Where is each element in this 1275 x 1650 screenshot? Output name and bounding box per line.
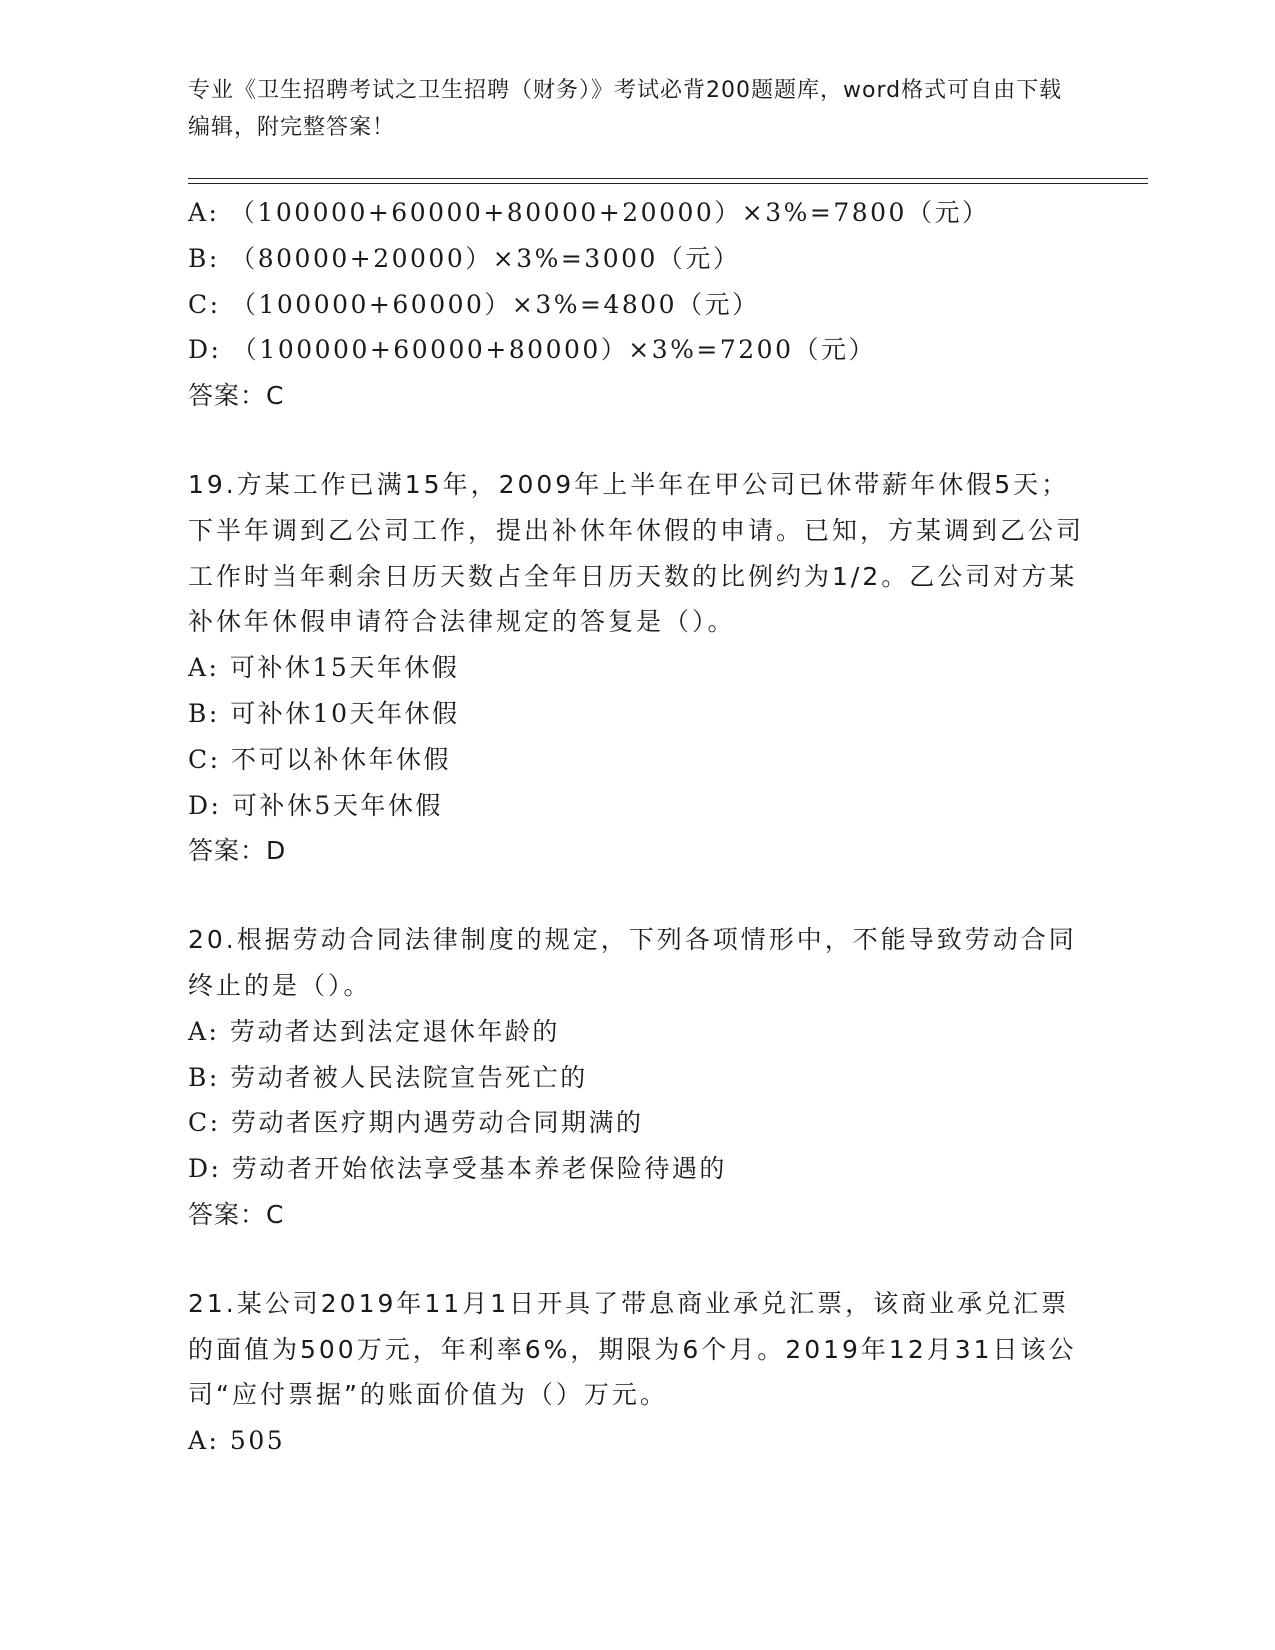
- answer-line: 答案：C: [188, 1199, 285, 1229]
- option-a: A: （100000+60000+80000+20000）×3%=7800（元）: [188, 198, 990, 227]
- question-text: 19.方某工作已满15年，2009年上半年在甲公司已休带薪年休假5天；下半年调到乙公司工作，提出补休年休假的申请。已知，方某调到乙公司工作时当年剩余日历天数占全年日历天数的比例约为1/2。乙公司对方某补休年休假申请符合法律规定的答复是（）。: [188, 469, 1085, 637]
- option-b: B: 劳动者被人民法院宣告死亡的: [188, 1062, 588, 1092]
- question-text: 21.某公司2019年11月1日开具了带息商业承兑汇票，该商业承兑汇票的面值为500万元，年利率6%，期限为6个月。2019年12月31日该公司“应付票据”的账面价值为（）万元。: [188, 1288, 1077, 1410]
- answer-line: 答案：D: [188, 836, 287, 866]
- question-block-previous: [188, 190, 1088, 419]
- answer-line: 答案：C: [188, 381, 285, 411]
- question-block-21: [188, 1281, 1088, 1464]
- question-text: 20.根据劳动合同法律制度的规定，下列各项情形中，不能导致劳动合同终止的是（）。: [188, 925, 1077, 1000]
- option-b: B: 可补休10天年休假: [188, 698, 460, 728]
- document-header: 专业《卫生招聘考试之卫生招聘（财务）》考试必背200题题库，word格式可自由下载编辑，附完整答案！: [188, 78, 1063, 140]
- option-c: C: 劳动者医疗期内遇劳动合同期满的: [188, 1108, 644, 1138]
- option-c: C: 不可以补休年休假: [188, 744, 451, 774]
- option-d: D: 可补休5天年休假: [188, 790, 443, 820]
- option-a: A: 可补休15天年休假: [188, 653, 460, 683]
- option-a: A: 505: [188, 1426, 286, 1456]
- option-a: A: 劳动者达到法定退休年龄的: [188, 1016, 560, 1046]
- option-c: C: （100000+60000）×3%=4800（元）: [188, 289, 760, 319]
- question-block-19: [188, 462, 1088, 874]
- header-divider-secondary: [188, 183, 1148, 184]
- option-d: D: 劳动者开始依法享受基本养老保险待遇的: [188, 1154, 727, 1184]
- question-content: [188, 190, 1088, 1464]
- question-block-20: [188, 917, 1088, 1238]
- option-d: D: （100000+60000+80000）×3%=7200（元）: [188, 335, 876, 365]
- option-b: B: （80000+20000）×3%=3000（元）: [188, 243, 741, 273]
- header-divider: [188, 178, 1148, 179]
